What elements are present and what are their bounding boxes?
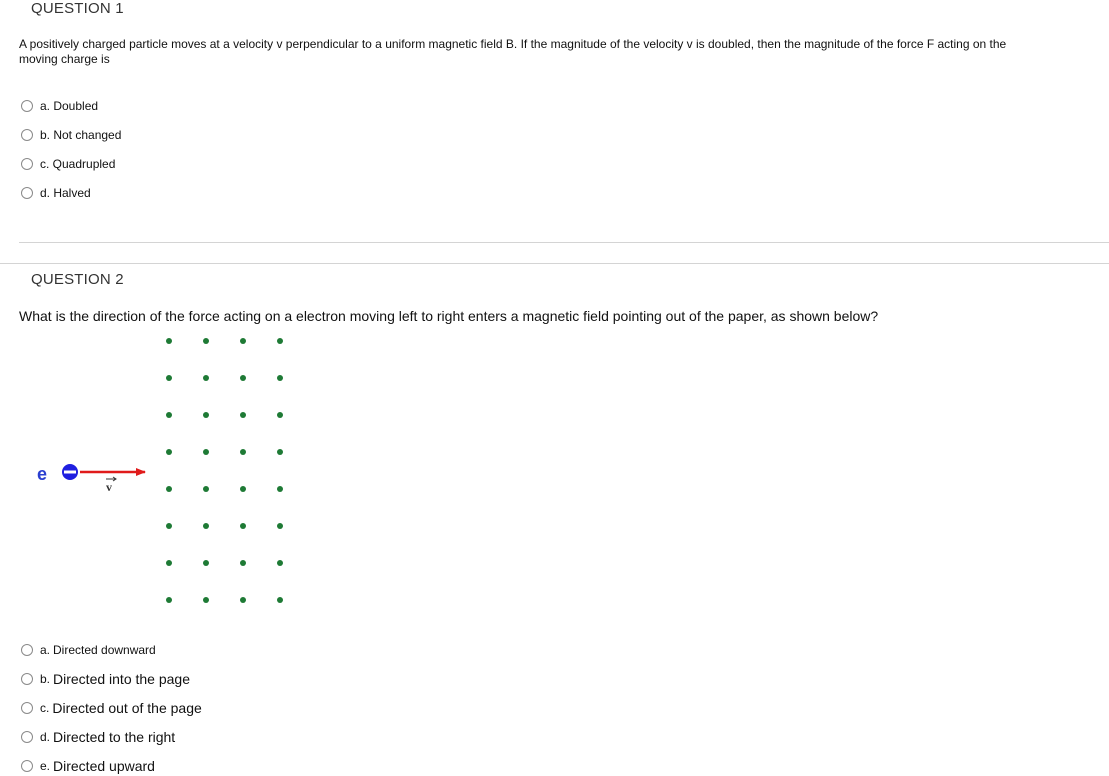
field-dot bbox=[277, 486, 283, 492]
q2-option-e-text: Directed upward bbox=[53, 758, 155, 774]
field-dot bbox=[277, 597, 283, 603]
field-dot bbox=[240, 412, 246, 418]
field-dot bbox=[240, 560, 246, 566]
question-divider bbox=[0, 263, 1109, 264]
field-dot bbox=[277, 523, 283, 529]
q1-option-d[interactable] bbox=[21, 183, 91, 203]
field-dot bbox=[203, 449, 209, 455]
q1-option-d-label: d. Halved bbox=[40, 186, 91, 200]
field-dot bbox=[277, 375, 283, 381]
field-dot bbox=[203, 486, 209, 492]
q2-option-a-letter: a. bbox=[40, 643, 51, 657]
radio-button[interactable] bbox=[21, 644, 33, 656]
field-dot bbox=[203, 597, 209, 603]
q2-option-d-letter: d. bbox=[40, 730, 51, 744]
field-dot bbox=[277, 412, 283, 418]
q2-option-e-letter: e. bbox=[40, 759, 51, 773]
q2-option-b-letter: b. bbox=[40, 672, 51, 686]
q2-option-b[interactable] bbox=[21, 669, 190, 689]
q1-option-a[interactable] bbox=[21, 96, 98, 116]
field-dots-group bbox=[166, 338, 283, 603]
q2-option-a[interactable] bbox=[21, 640, 156, 660]
field-dot bbox=[203, 412, 209, 418]
field-dot bbox=[166, 597, 172, 603]
radio-button[interactable] bbox=[21, 158, 33, 170]
velocity-label: v bbox=[106, 480, 112, 494]
field-dot bbox=[166, 375, 172, 381]
field-dot bbox=[240, 375, 246, 381]
field-dot bbox=[240, 523, 246, 529]
q1-option-b-label: b. Not changed bbox=[40, 128, 122, 142]
radio-button[interactable] bbox=[21, 760, 33, 772]
field-dot bbox=[166, 412, 172, 418]
magnetic-field-diagram bbox=[30, 328, 310, 618]
field-dot bbox=[240, 597, 246, 603]
q2-option-d-text: Directed to the right bbox=[53, 729, 176, 745]
field-dot bbox=[203, 338, 209, 344]
radio-button[interactable] bbox=[21, 100, 33, 112]
field-dot bbox=[203, 375, 209, 381]
field-dot bbox=[203, 560, 209, 566]
question-2-text: What is the direction of the force acting on a electron moving left to right enters a magnetic field pointing out of the paper, as shown below? bbox=[19, 308, 879, 324]
field-dot bbox=[166, 449, 172, 455]
field-dot bbox=[240, 449, 246, 455]
field-dot bbox=[166, 523, 172, 529]
radio-button[interactable] bbox=[21, 129, 33, 141]
radio-button[interactable] bbox=[21, 731, 33, 743]
electron-label: e bbox=[37, 464, 48, 484]
question-1-text: A positively charged particle moves at a velocity v perpendicular to a uniform magnetic field B. If the magnitude of the velocity v is doubled, then the magnitude of the force F acting on the moving charge is bbox=[19, 37, 1007, 66]
field-dot bbox=[277, 338, 283, 344]
field-dot bbox=[203, 523, 209, 529]
field-dot bbox=[166, 560, 172, 566]
q2-option-c[interactable] bbox=[21, 698, 202, 718]
radio-button[interactable] bbox=[21, 702, 33, 714]
q2-option-c-text: Directed out of the page bbox=[52, 700, 202, 716]
field-dot bbox=[277, 449, 283, 455]
q2-option-c-letter: c. bbox=[40, 701, 50, 715]
field-dot bbox=[240, 338, 246, 344]
q2-option-b-text: Directed into the page bbox=[53, 671, 190, 687]
radio-button[interactable] bbox=[21, 673, 33, 685]
question-divider bbox=[19, 242, 1109, 243]
q1-option-c-label: c. Quadrupled bbox=[40, 157, 116, 171]
question-1-header: QUESTION 1 bbox=[31, 0, 124, 17]
q1-option-b[interactable] bbox=[21, 125, 121, 145]
radio-button[interactable] bbox=[21, 187, 33, 199]
magnetic-field-figure bbox=[30, 328, 310, 618]
minus-sign-icon bbox=[64, 471, 76, 474]
q2-option-a-text: Directed downward bbox=[53, 643, 156, 657]
field-dot bbox=[166, 486, 172, 492]
q2-option-d[interactable] bbox=[21, 727, 175, 747]
question-2-header: QUESTION 2 bbox=[31, 271, 124, 288]
field-dot bbox=[277, 560, 283, 566]
q2-option-e[interactable] bbox=[21, 756, 155, 776]
field-dot bbox=[240, 486, 246, 492]
q1-option-a-label: a. Doubled bbox=[40, 99, 99, 113]
q1-option-c[interactable] bbox=[21, 154, 115, 174]
field-dot bbox=[166, 338, 172, 344]
